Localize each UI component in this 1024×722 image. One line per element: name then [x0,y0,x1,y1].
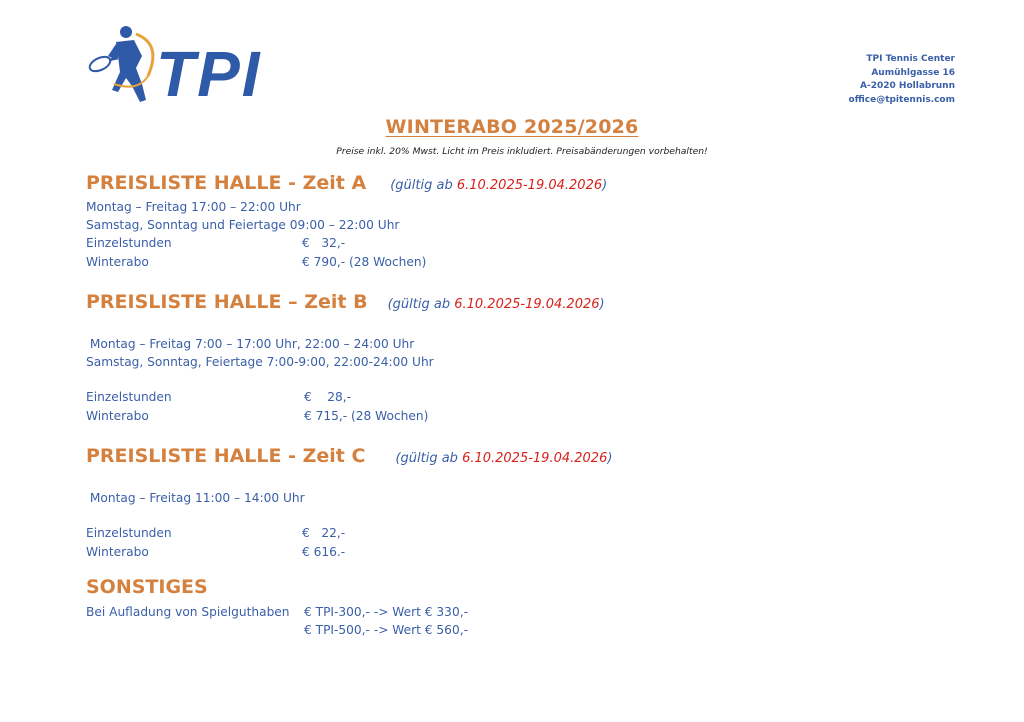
section-zeit-c [86,445,986,467]
section-heading: PREISLISTE HALLE – Zeit B [86,291,368,313]
validity-suffix: ) [599,297,605,312]
tennis-player-icon [86,22,272,108]
tpi-logo [86,22,272,108]
validity [388,297,605,312]
logo-text: TPI [156,38,262,108]
section-heading: PREISLISTE HALLE - Zeit C [86,445,366,467]
price-value: € 32,- [302,236,346,250]
section-heading: PREISLISTE HALLE - Zeit A [86,172,367,194]
validity [395,451,612,466]
price-note: Preise inkl. 20% Mwst. Licht im Preis inkludiert. Preisabänderungen vorbehalten! [336,146,708,157]
contact-block [849,53,955,107]
validity-date: 6.10.2025-19.04.2026 [454,297,600,312]
validity-prefix: (gültig ab [395,451,463,466]
time-line: Montag – Freitag 7:00 – 17:00 Uhr, 22:00 – 24:00 Uhr [86,337,415,351]
validity-prefix: (gültig ab [390,178,457,193]
page-title: WINTERABO 2025/2026 [385,116,639,138]
contact-email[interactable]: office@tpitennis.com [848,94,955,105]
price-value: € 715,- (28 Wochen) [304,409,429,423]
validity-suffix: ) [607,451,613,466]
credit-label: Bei Aufladung von Spielguthaben [86,605,290,619]
price-label: Winterabo [86,255,149,269]
section-sonstiges [86,576,986,598]
section-zeit-b [86,291,986,313]
price-label: Winterabo [86,545,149,559]
time-line: Samstag, Sonntag, Feiertage 7:00-9:00, 22:00-24:00 Uhr [86,355,434,369]
contact-street: Aumühlgasse 16 [871,67,955,78]
price-value: € 616.- [302,545,346,559]
time-line: Montag – Freitag 11:00 – 14:00 Uhr [86,491,305,505]
validity-date: 6.10.2025-19.04.2026 [462,451,608,466]
price-label: Einzelstunden [86,236,172,250]
time-line: Montag – Freitag 17:00 – 22:00 Uhr [86,200,301,214]
validity [390,178,607,193]
price-value: € 790,- (28 Wochen) [302,255,427,269]
contact-name: TPI Tennis Center [866,54,955,64]
validity-suffix: ) [602,178,608,193]
price-label: Einzelstunden [86,526,172,540]
credit-value: € TPI-500,- -> Wert € 560,- [304,623,468,637]
section-heading: SONSTIGES [86,576,208,598]
price-value: € 22,- [302,526,346,540]
validity-date: 6.10.2025-19.04.2026 [456,178,603,193]
price-value: € 28,- [304,390,352,404]
validity-prefix: (gültig ab [387,297,455,312]
credit-value: € TPI-300,- -> Wert € 330,- [304,605,468,619]
price-label: Winterabo [86,409,149,423]
time-line: Samstag, Sonntag und Feiertage 09:00 – 22:00 Uhr [86,218,400,232]
contact-city: A-2020 Hollabrunn [860,81,955,91]
section-zeit-a [86,172,986,194]
price-label: Einzelstunden [86,390,172,404]
